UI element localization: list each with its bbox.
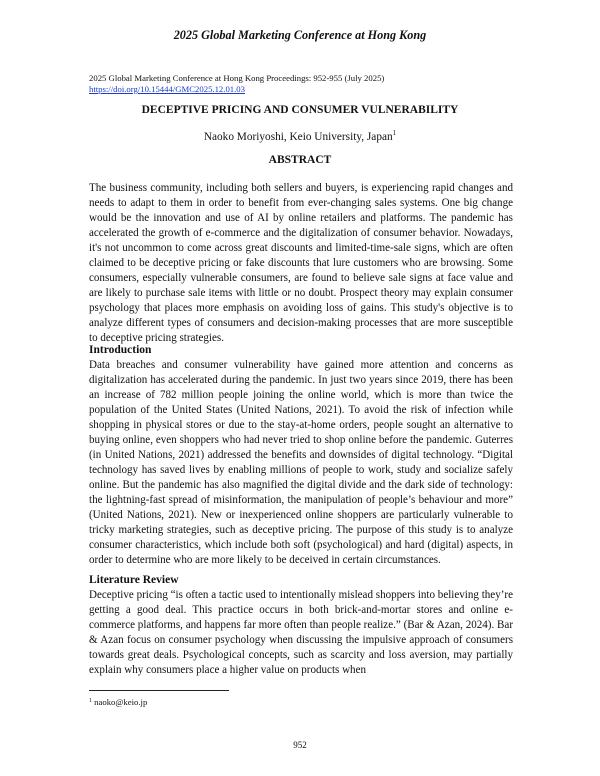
footnote-divider bbox=[89, 690, 229, 691]
running-head: 2025 Global Marketing Conference at Hong Kong bbox=[173, 28, 427, 42]
introduction-heading: Introduction bbox=[89, 344, 152, 356]
introduction-paragraph: Data breaches and consumer vulnerability have gained more attention and concerns as digitalization has accelerated during the pandemic. In just two years since 2019, there has been an increase of 782 million people joining the online world, which is more than twice the population of the United States (United Nations, 2021). To avoid the risk of infection while shopping in physical stores or due to the stay-at-home orders, people sought an alternative to buying online, even shoppers who had never tried to shop online before the pandemic. Guterres (in United Nations, 2021) addressed the benefits and downsides of digital technology. “Digital technology has saved lives by enabling millions of people to work, study and socialize safely online. But the pandemic has also magnified the digital divide and the dark side of technology: the lightning-fast spread of misinformation, the manipulation of people’s behaviour and more” (United Nations, 2021). New or inexperienced online shoppers are particularly vulnerable to tricky marketing strategies, such as deceptive pricing. The purpose of this study is to analyze consumer characteristics, which include both soft (psychological) and hard (digital) aspects, in order to determine who are more likely to be deceived in certain circumstances. bbox=[89, 359, 513, 566]
doi-link[interactable]: https://doi.org/10.15444/GMC2025.12.01.03 bbox=[89, 84, 245, 94]
page-number: 952 bbox=[293, 740, 307, 750]
author-footnote-mark: 1 bbox=[392, 129, 397, 137]
literature-review-paragraph: Deceptive pricing “is often a tactic used to intentionally mislead shoppers into believing they’re getting a good deal. This practice occurs in both brick-and-mortar stores and online e-commerce platforms, and happens far more often than people realize.” (Bar & Azan, 2024). Bar & Azan focus on consumer psychology when discussing the impulsive approach of consumers towards great deals. Psychological concepts, such as scarcity and loss aversion, may partially explain why consumers place a higher value on products when bbox=[89, 589, 513, 676]
author-line bbox=[0, 129, 600, 143]
paper-title: DECEPTIVE PRICING AND CONSUMER VULNERABILITY bbox=[141, 104, 459, 116]
literature-review-heading: Literature Review bbox=[89, 574, 179, 586]
abstract-heading: ABSTRACT bbox=[268, 154, 332, 166]
author-names: Naoko Moriyoshi, Keio University, Japan bbox=[203, 131, 393, 143]
footnote-mark: 1 bbox=[89, 698, 92, 704]
abstract-paragraph: The business community, including both sellers and buyers, is experiencing rapid changes and needs to adapt to them in order to benefit from ever-changing sales systems. One big change would be the innovation and use of AI by online retailers and platforms. The pandemic has accelerated the growth of e-commerce and the digitalization of consumer behavior. Nowadays, it's not uncommon to come across great discounts and limited-time-sale signs, which are often claimed to be deceptive pricing or fake discounts that lure customers who are browsing. Some consumers, especially vulnerable consumers, are found to believe sale signs at face value and are likely to purchase sale items with little or no doubt. Prospect theory may explain consumer psychology that places more emphasis on avoiding loss of gains. This study's objective is to analyze different types of consumers and decision-making processes that are more susceptible to deceptive pricing strategies. bbox=[89, 182, 513, 344]
footnote-email: naoko@keio.jp bbox=[94, 697, 148, 707]
proceedings-citation: 2025 Global Marketing Conference at Hong Kong Proceedings: 952-955 (July 2025) bbox=[89, 73, 385, 83]
footnote bbox=[89, 697, 147, 707]
